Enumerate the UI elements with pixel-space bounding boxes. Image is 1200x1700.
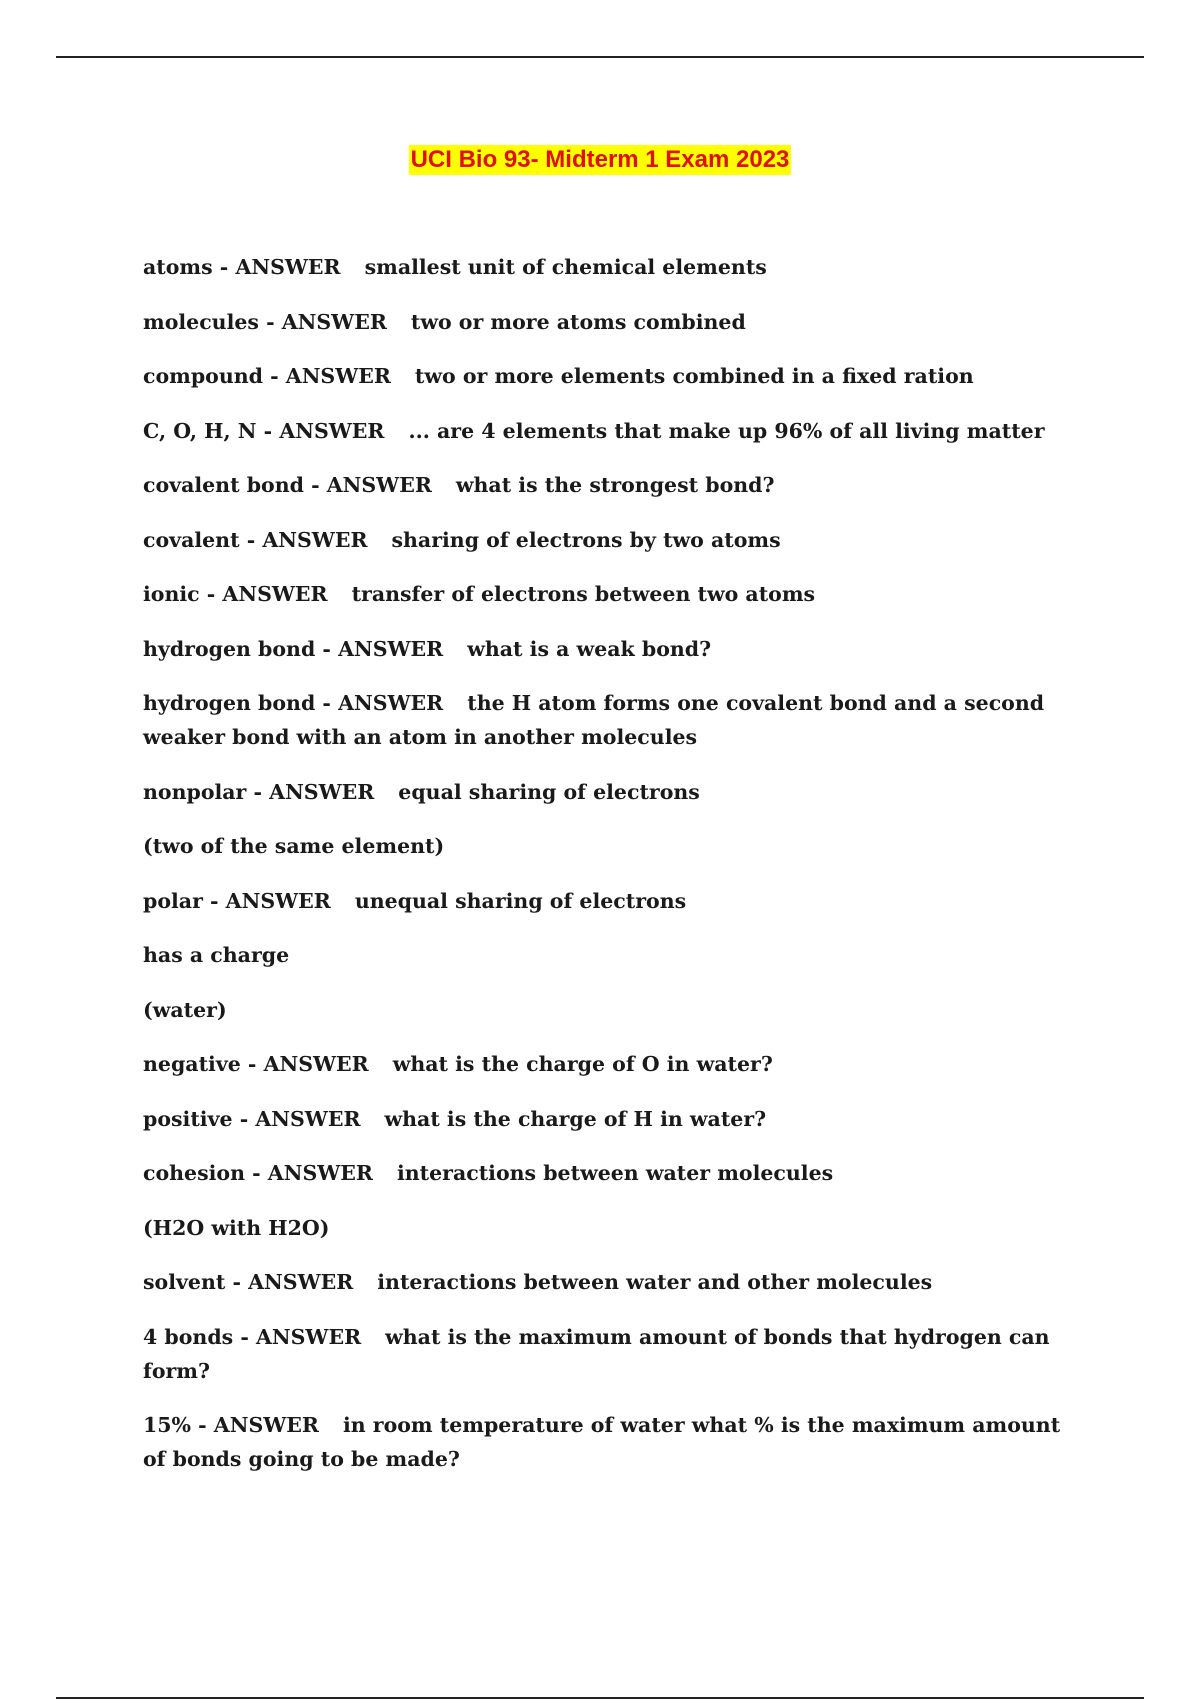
answer-marker: - ANSWER — [315, 636, 444, 661]
qa-answer: what is the maximum amount of bonds that hydrogen can form? — [143, 1324, 1050, 1383]
qa-term: 4 bonds — [143, 1324, 234, 1349]
qa-answer: ... are 4 elements that make up 96% of all living matter — [408, 418, 1045, 443]
qa-answer: what is the charge of H in water? — [384, 1106, 767, 1131]
qa-term: atoms — [143, 255, 213, 279]
answer-marker: - ANSWER — [245, 1161, 373, 1185]
qa-entry — [143, 1211, 1083, 1245]
qa-note: (H2O with H2O) — [143, 1215, 330, 1240]
qa-term: negative — [143, 1052, 241, 1076]
qa-list — [143, 250, 1083, 1497]
qa-term: hydrogen bond — [143, 691, 316, 715]
qa-answer: interactions between water and other molecules — [377, 1270, 933, 1294]
qa-answer: smallest unit of chemical elements — [364, 255, 767, 279]
qa-note: (two of the same element) — [143, 834, 445, 858]
qa-answer: two or more atoms combined — [410, 309, 746, 334]
qa-term: nonpolar — [143, 779, 247, 804]
answer-marker: - ANSWER — [239, 527, 368, 552]
qa-answer: the H atom forms one covalent bond and a second weaker bond with an atom in another molecules — [143, 691, 1045, 749]
answer-marker: - ANSWER — [225, 1270, 354, 1294]
qa-term: molecules — [143, 309, 259, 334]
qa-entry — [143, 884, 1083, 918]
answer-marker: - ANSWER — [202, 888, 331, 913]
qa-term: C, O, H, N — [143, 418, 257, 443]
answer-marker: - ANSWER — [199, 582, 328, 606]
qa-entry — [143, 632, 1083, 666]
qa-answer: equal sharing of electrons — [398, 779, 700, 804]
qa-term: compound — [143, 364, 263, 388]
qa-answer: sharing of electrons by two atoms — [391, 527, 781, 552]
qa-note: has a charge — [143, 943, 290, 967]
qa-entry — [143, 829, 1083, 863]
qa-term: polar — [143, 888, 203, 913]
qa-entry — [143, 305, 1083, 339]
qa-term: covalent — [143, 527, 240, 552]
qa-entry — [143, 577, 1083, 611]
qa-term: cohesion — [143, 1161, 246, 1185]
qa-answer: unequal sharing of electrons — [354, 888, 687, 913]
answer-marker: - ANSWER — [303, 473, 432, 497]
page-title: UCI Bio 93- Midterm 1 Exam 2023 — [410, 146, 790, 173]
qa-entry — [143, 993, 1083, 1027]
qa-answer: what is the charge of O in water? — [392, 1052, 773, 1076]
qa-answer: interactions between water molecules — [396, 1161, 834, 1185]
qa-answer: two or more elements combined in a fixed ration — [414, 364, 974, 388]
qa-entry — [143, 523, 1083, 557]
qa-entry — [143, 1047, 1083, 1081]
qa-entry — [143, 1265, 1083, 1299]
qa-entry — [143, 250, 1083, 284]
answer-marker: - ANSWER — [256, 418, 385, 443]
qa-answer: what is a weak bond? — [467, 636, 712, 661]
answer-marker: - ANSWER — [315, 691, 444, 715]
qa-entry — [143, 359, 1083, 393]
title-container — [0, 145, 1200, 175]
answer-marker: - ANSWER — [240, 1052, 369, 1076]
qa-entry — [143, 1102, 1083, 1136]
qa-entry — [143, 414, 1083, 448]
qa-answer: what is the strongest bond? — [455, 473, 775, 497]
qa-term: ionic — [143, 582, 200, 606]
qa-entry — [143, 468, 1083, 502]
answer-marker: - ANSWER — [212, 255, 341, 279]
bottom-rule — [56, 1697, 1144, 1699]
qa-answer: in room temperature of water what % is the maximum amount of bonds going to be made? — [143, 1413, 1061, 1471]
answer-marker: - ANSWER — [233, 1324, 362, 1349]
qa-term: solvent — [143, 1270, 226, 1294]
qa-entry — [143, 686, 1083, 754]
qa-term: 15% — [143, 1413, 192, 1437]
answer-marker: - ANSWER — [246, 779, 375, 804]
answer-marker: - ANSWER — [258, 309, 387, 334]
answer-marker: - ANSWER — [232, 1106, 361, 1131]
qa-entry — [143, 938, 1083, 972]
qa-note: (water) — [143, 997, 227, 1022]
top-rule — [56, 56, 1144, 58]
qa-entry — [143, 1156, 1083, 1190]
qa-entry — [143, 1408, 1083, 1476]
qa-answer: transfer of electrons between two atoms — [351, 582, 816, 606]
answer-marker: - ANSWER — [263, 364, 391, 388]
qa-term: positive — [143, 1106, 233, 1131]
qa-term: covalent bond — [143, 473, 304, 497]
answer-marker: - ANSWER — [191, 1413, 319, 1437]
qa-term: hydrogen bond — [143, 636, 316, 661]
qa-entry — [143, 775, 1083, 809]
qa-entry — [143, 1320, 1083, 1388]
